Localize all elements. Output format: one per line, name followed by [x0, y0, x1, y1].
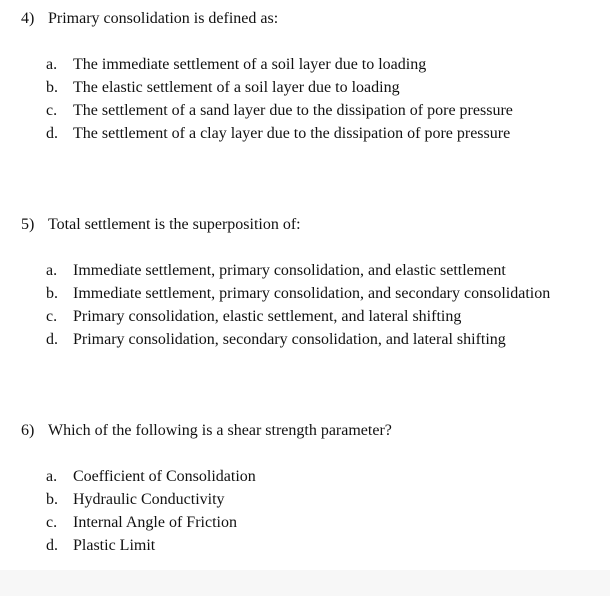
option-letter: b.	[46, 285, 58, 302]
question-text: Which of the following is a shear strength parameter?	[48, 422, 392, 439]
option-letter: d.	[46, 125, 58, 142]
option-text: Immediate settlement, primary consolidation, and elastic settlement	[73, 262, 506, 279]
option-letter: a.	[46, 56, 58, 73]
option-letter: c.	[46, 308, 58, 325]
option-letter: c.	[46, 102, 58, 119]
option-b	[46, 78, 513, 101]
question-stem	[21, 9, 278, 29]
option-letter: a.	[46, 262, 58, 279]
option-c	[46, 101, 513, 124]
question-number: 6)	[21, 422, 35, 439]
question-number: 5)	[21, 216, 35, 233]
option-letter: a.	[46, 468, 58, 485]
option-text: Internal Angle of Friction	[73, 514, 237, 531]
option-d	[46, 330, 550, 353]
option-text: The settlement of a sand layer due to the dissipation of pore pressure	[73, 102, 513, 119]
option-text: Primary consolidation, secondary consolidation, and lateral shifting	[73, 331, 506, 348]
option-c	[46, 307, 550, 330]
option-letter: d.	[46, 537, 58, 554]
option-text: Coefficient of Consolidation	[73, 468, 256, 485]
option-text: The immediate settlement of a soil layer due to loading	[73, 56, 427, 73]
option-b	[46, 284, 550, 307]
question-stem	[21, 215, 301, 235]
answer-options	[46, 467, 256, 559]
option-a	[46, 467, 256, 490]
question-text: Primary consolidation is defined as:	[48, 10, 279, 27]
option-text: The settlement of a clay layer due to the dissipation of pore pressure	[73, 125, 511, 142]
option-text: Hydraulic Conductivity	[73, 491, 225, 508]
option-a	[46, 55, 513, 78]
option-b	[46, 490, 256, 513]
answer-options	[46, 261, 550, 353]
option-letter: b.	[46, 491, 58, 508]
option-text: Immediate settlement, primary consolidation, and secondary consolidation	[73, 285, 551, 302]
option-d	[46, 124, 513, 147]
option-text: The elastic settlement of a soil layer due to loading	[73, 79, 400, 96]
option-text: Primary consolidation, elastic settlement, and lateral shifting	[73, 308, 462, 325]
question-stem	[21, 421, 392, 441]
option-c	[46, 513, 256, 536]
question-number: 4)	[21, 10, 35, 27]
option-text: Plastic Limit	[73, 537, 156, 554]
option-letter: c.	[46, 514, 58, 531]
answer-options	[46, 55, 513, 147]
question-text: Total settlement is the superposition of:	[48, 216, 301, 233]
option-d	[46, 536, 256, 559]
option-letter: d.	[46, 331, 58, 348]
option-letter: b.	[46, 79, 58, 96]
option-a	[46, 261, 550, 284]
